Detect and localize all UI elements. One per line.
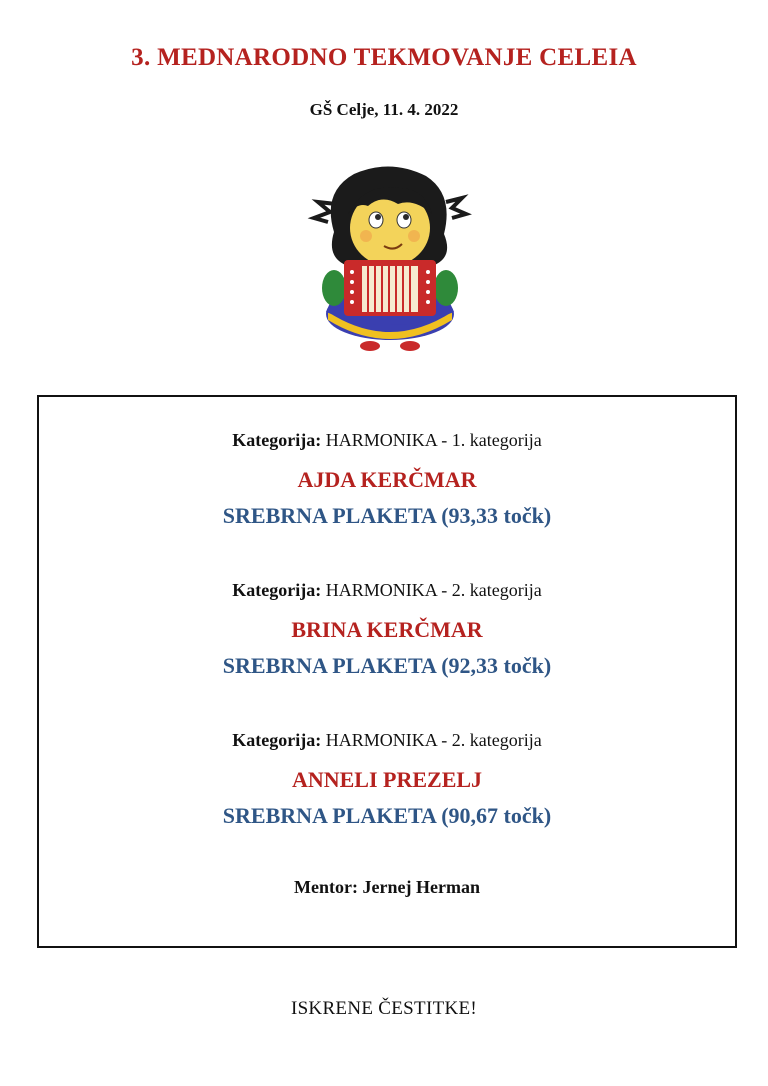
category-label: Kategorija: xyxy=(232,730,322,750)
category-label: Kategorija: xyxy=(232,580,322,600)
result-entry xyxy=(39,427,735,531)
award-text: SREBRNA PLAKETA (90,67 točk) xyxy=(222,803,552,828)
mentor-line: Mentor: Jernej Herman xyxy=(294,877,480,897)
category-value: HARMONIKA - 2. kategorija xyxy=(325,580,542,600)
winner-name: AJDA KERČMAR xyxy=(297,467,477,492)
result-entry xyxy=(39,577,735,681)
document-subtitle: GŠ Celje, 11. 4. 2022 xyxy=(309,100,459,119)
results-box xyxy=(37,395,737,948)
category-line xyxy=(39,577,735,603)
document-title: 3. MEDNARODNO TEKMOVANJE CELEIA xyxy=(131,44,637,71)
winner-name: ANNELI PREZELJ xyxy=(291,767,483,792)
award-text: SREBRNA PLAKETA (93,33 točk) xyxy=(222,503,552,528)
category-value: HARMONIKA - 2. kategorija xyxy=(325,730,542,750)
award-text: SREBRNA PLAKETA (92,33 točk) xyxy=(222,653,552,678)
accordion-player-illustration xyxy=(304,162,476,354)
congratulations-text: ISKRENE ČESTITKE! xyxy=(290,998,478,1019)
category-line xyxy=(39,727,735,753)
category-line xyxy=(39,427,735,453)
category-value: HARMONIKA - 1. kategorija xyxy=(325,430,542,450)
category-label: Kategorija: xyxy=(232,430,322,450)
result-entry xyxy=(39,727,735,831)
winner-name: BRINA KERČMAR xyxy=(291,617,483,642)
